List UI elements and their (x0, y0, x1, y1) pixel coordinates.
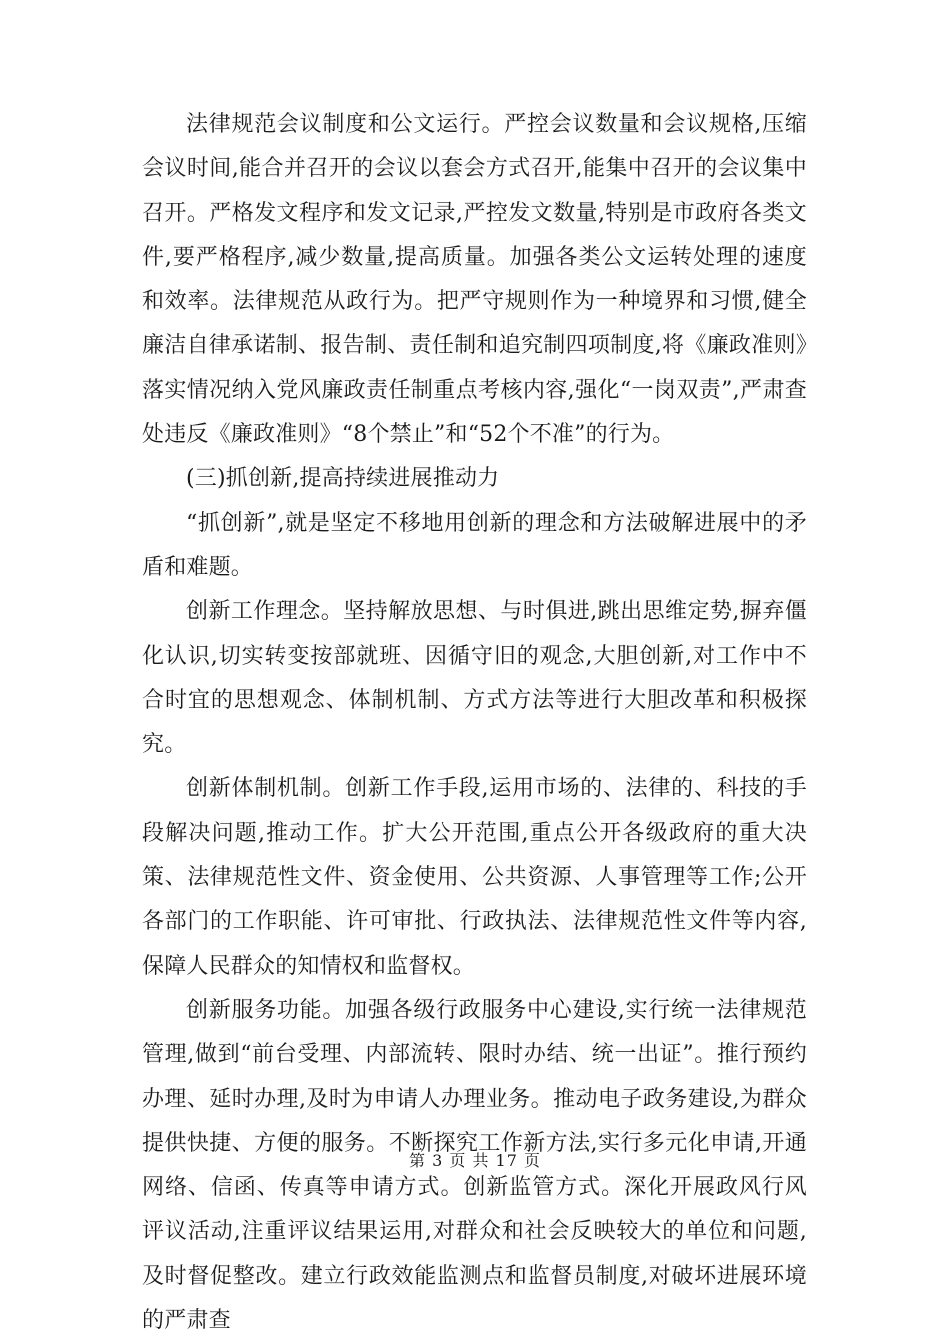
paragraph-innovation-system: 创新体制机制。创新工作手段,运用市场的、法律的、科技的手段解决问题,推动工作。扩大公开范围,重点公开各级政府的重大决策、法律规范性文件、资金使用、公共资源、人事管理等工作;公开各部门的工作职能、许可审批、行政执法、法律规范性文件等内容,保障人民群众的知情权和监督权。 (142, 776, 807, 979)
paragraph-innovation-service: 创新服务功能。加强各级行政服务中心建设,实行统一法律规范管理,做到“前台受理、内部流转、限时办结、统一出证”。推行预约办理、延时办理,及时为申请人办理业务。推动电子政务建设,为群众提供快捷、方便的服务。不断探究工作新方法,实行多元化申请,开通网络、信函、传真等申请方式。创新监管方式。深化开展政风行风评议活动,注重评议结果运用,对群众和社会反映较大的单位和问题,及时督促整改。建立行政效能监测点和监督员制度,对破坏进展环境的严肃查 (142, 997, 807, 1334)
page-number-footer: 第 3 页 共 17 页 (409, 1151, 541, 1170)
section-heading-innovation: (三)抓创新,提高持续进展推动力 (186, 466, 500, 492)
paragraph-meeting-rules: 法律规范会议制度和公文运行。严控会议数量和会议规格,压缩会议时间,能合并召开的会议以套会方式召开,能集中召开的会议集中召开。严格发文程序和发文记录,严控发文数量,特别是市政府各类文件,要严格程序,减少数量,提高质量。加强各类公文运转处理的速度和效率。法律规范从政行为。把严守规则作为一种境界和习惯,健全廉洁自律承诺制、报告制、责任制和追究制四项制度,将《廉政准则》落实情况纳入党风廉政责任制重点考核内容,强化“一岗双责”,严肃查处违反《廉政准则》“8个禁止”和“52个不准”的行为。 (142, 112, 807, 448)
paragraph-innovation-intro: “抓创新”,就是坚定不移地用创新的理念和方法破解进展中的矛盾和难题。 (142, 510, 807, 580)
paragraph-innovation-concept: 创新工作理念。坚持解放思想、与时俱进,跳出思维定势,摒弃僵化认识,切实转变按部就班、因循守旧的观念,大胆创新,对工作中不合时宜的思想观念、体制机制、方式方法等进行大胆改革和积极探究。 (142, 599, 807, 758)
